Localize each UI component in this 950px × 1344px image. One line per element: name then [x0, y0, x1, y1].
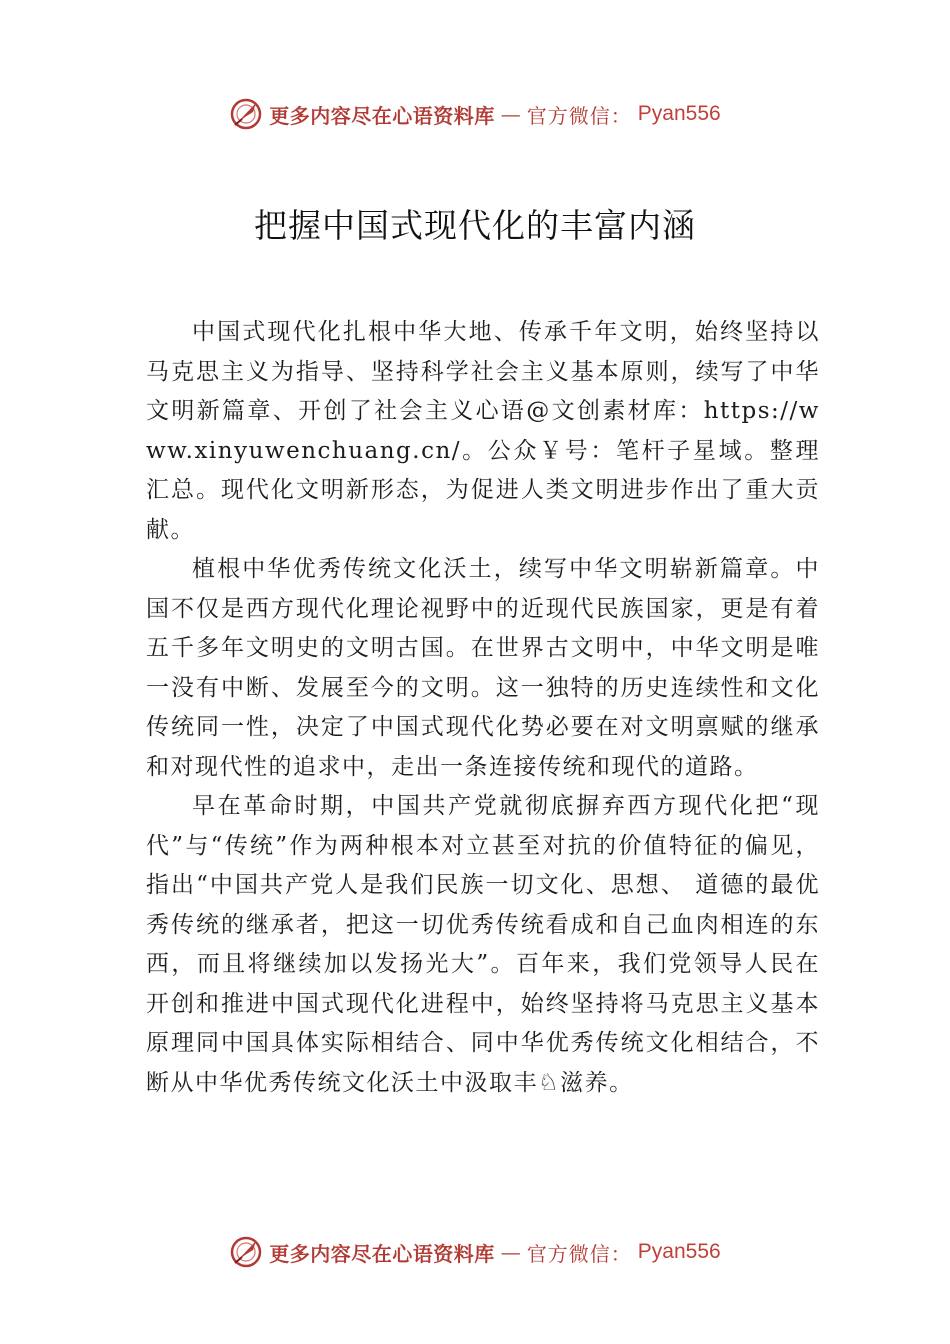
- banner-dash: —: [500, 102, 521, 126]
- quill-logo-icon: [229, 97, 263, 131]
- banner-dash: —: [500, 1240, 521, 1264]
- banner-slogan: 更多内容尽在心语资料库: [269, 103, 495, 128]
- banner-slogan: 更多内容尽在心语资料库: [269, 1241, 495, 1266]
- banner-wechat-label: 官方微信：: [526, 1241, 632, 1266]
- paragraph-1: 中国式现代化扎根中华大地、传承千年文明，始终坚持以马克思主义为指导、坚持科学社会主义基本原则，续写了中华文明新篇章、开创了社会主义心语@文创素材库：https://www.xinyuwenchuang.cn/。公众￥号：笔杆子星域。整理汇总。现代化文明新形态，为促进人类文明进步作出了重大贡献。: [146, 319, 820, 543]
- footer-banner: [0, 1232, 950, 1272]
- page-title: 把握中国式现代化的丰富内涵: [254, 206, 696, 245]
- banner-wechat-label: 官方微信：: [526, 103, 632, 128]
- header-banner: [0, 94, 950, 134]
- document-body: [146, 313, 820, 1103]
- paragraph-2: 植根中华优秀传统文化沃土，续写中华文明崭新篇章。中国不仅是西方现代化理论视野中的近现代民族国家，更是有着五千多年文明史的文明古国。在世界古文明中，中华文明是唯一没有中断、发展至今的文明。这一独特的历史连续性和文化传统同一性，决定了中国式现代化势必要在对文明禀赋的继承和对现代性的追求中，走出一条连接传统和现代的道路。: [146, 556, 820, 780]
- quill-logo-icon: [229, 1235, 263, 1269]
- banner-wechat-id: Pyan556: [637, 1240, 721, 1263]
- banner-wechat-id: Pyan556: [637, 102, 721, 125]
- paragraph-3: 早在革命时期，中国共产党就彻底摒弃西方现代化把“现代”与“传统”作为两种根本对立甚至对抗的价值特征的偏见，指出“中国共产党人是我们民族一切文化、思想、 道德的最优秀传统的继承者，把这一切优秀传统看成和自己血肉相连的东西，而且将继续加以发扬光大”。百年来，我们党领导人民在开创和推进中国式现代化进程中，始终坚持将马克思主义基本原理同中国具体实际相结合、同中华优秀传统文化相结合，不断从中华优秀传统文化沃土中汲取丰♘滋养。: [146, 793, 820, 1096]
